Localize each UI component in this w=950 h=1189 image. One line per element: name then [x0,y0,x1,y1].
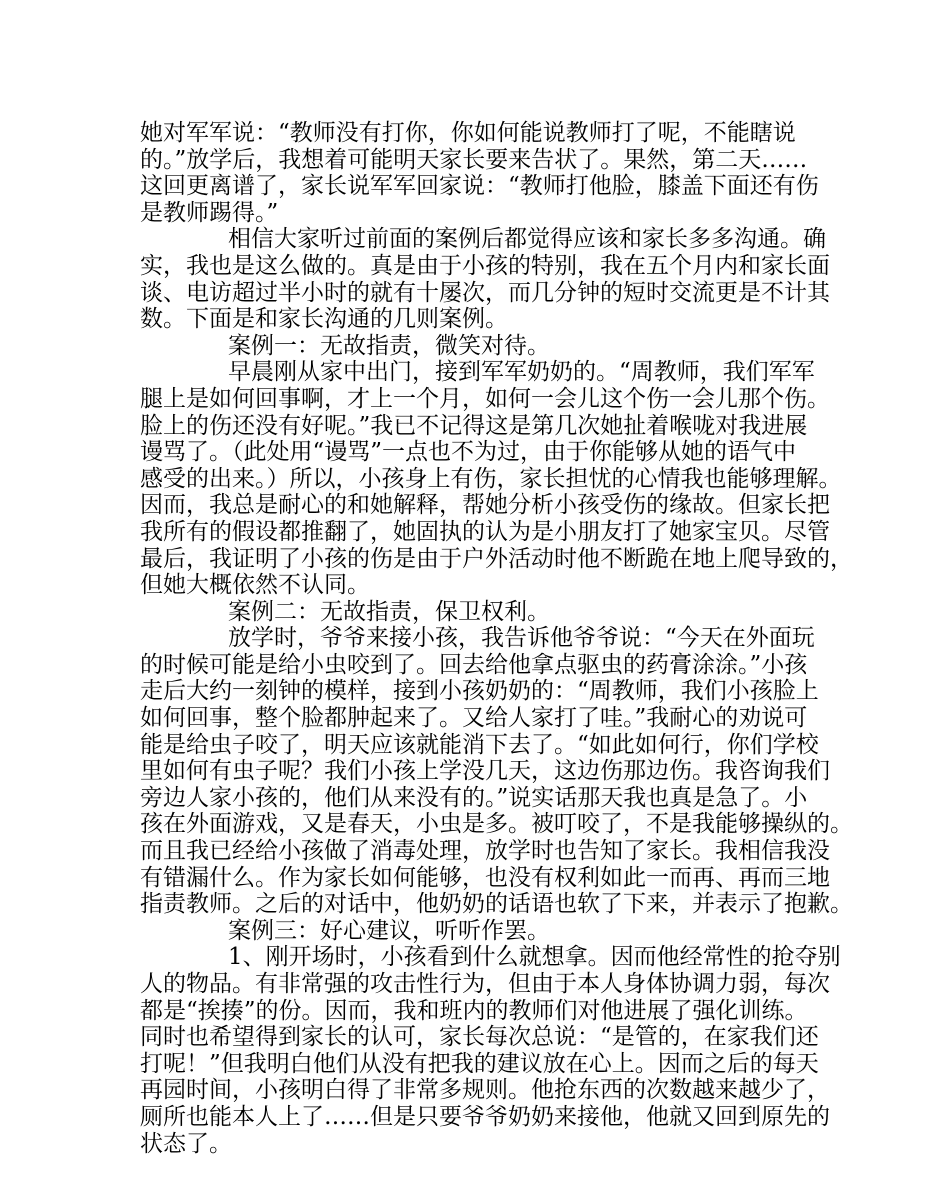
text-line: 孩在外面游戏，又是春天，小虫是多。被叮咬了，不是我能够操纵的。 [140,811,853,838]
text-line: 打呢！”但我明白他们从没有把我的建议放在心上。因而之后的每天 [140,1050,819,1077]
text-line: 早晨刚从家中出门，接到军军奶奶的。“周教师，我们军军 [228,359,815,386]
text-line: 1、刚开场时，小孩看到什么就想拿。因而他经常性的抢夺别 [228,944,841,971]
text-line: 数。下面是和家长沟通的几则案例。 [140,306,508,333]
text-line: 她对军军说：“教师没有打你，你如何能说教师打了呢，不能瞎说 [140,120,796,146]
text-line: 因而，我总是耐心的和她解释，帮她分析小孩受伤的缘故。但家长把 [140,492,830,519]
text-line: 相信大家听过前面的案例后都觉得应该和家长多多沟通。确 [228,226,826,253]
text-line: 有错漏什么。作为家长如何能够，也没有权利如此一而再、再而三地 [140,864,830,891]
text-line: 走后大约一刻钟的模样，接到小孩奶奶的：“周教师，我们小孩脸上 [140,678,819,705]
text-line: 同时也希望得到家长的认可，家长每次总说：“是管的，在家我们还 [140,1024,819,1051]
text-line: 我所有的假设都推翻了，她固执的认为是小朋友打了她家宝贝。尽管 [140,518,830,545]
text-line: 而且我已经给小孩做了消毒处理，放学时也告知了家长。我相信我没 [140,838,830,865]
text-line: 旁边人家小孩的，他们从来没有的。”说实话那天我也真是急了。小 [140,784,808,811]
text-line: 感受的出来。）所以，小孩身上有伤，家长担忧的心情我也能够理解。 [140,465,842,492]
text-line: 指责教师。之后的对话中，他奶奶的话语也软了下来，并表示了抱歉。 [140,891,853,918]
text-line: 如何回事，整个脸都肿起来了。又给人家打了哇。”我耐心的劝说可 [140,705,808,732]
section-heading: 案例一：无故指责，微笑对待。 [228,332,550,359]
text-line: 再园时间，小孩明白得了非常多规则。他抢东西的次数越来越少了， [140,1077,830,1104]
text-line: 的。”放学后，我想着可能明天家长要来告状了。果然，第二天…… [140,146,808,173]
text-line: 这回更离谱了，家长说军军回家说：“教师打他脸，膝盖下面还有伤 [140,173,819,200]
section-heading: 案例三：好心建议，听听作罢。 [228,917,550,944]
text-line: 放学时，爷爷来接小孩，我告诉他爷爷说：“今天在外面玩 [228,625,815,652]
body-text [140,120,853,1157]
text-line: 的时候可能是给小虫咬到了。回去给他拿点驱虫的药膏涂涂。”小孩 [140,651,808,678]
text-line: 脸上的伤还没有好呢。”我已不记得这是第几次她扯着喉咙对我进展 [140,412,808,439]
text-line: 都是“挨揍”的份。因而，我和班内的教师们对他进展了强化训练。 [140,997,808,1024]
section-heading: 案例二：无故指责，保卫权利。 [228,598,550,625]
text-line: 腿上是如何回事啊，才上一个月，如何一会儿这个伤一会儿那个伤。 [140,385,830,412]
text-line: 能是给虫子咬了，明天应该就能消下去了。“如此如何行，你们学校 [140,731,819,758]
text-line: 是教师踢得。” [140,199,279,226]
text-line: 状态了。 [140,1130,232,1157]
text-line: 谈、电访超过半小时的就有十屡次，而几分钟的短时交流更是不计其 [140,279,830,306]
text-line: 厕所也能本人上了……但是只要爷爷奶奶来接他，他就又回到原先的 [140,1103,830,1130]
text-line: 人的物品。有非常强的攻击性行为，但由于本人身体协调力弱，每次 [140,971,830,997]
text-line: 谩骂了。（此处用“谩骂”一点也不为过，由于你能够从她的语气中 [140,439,797,466]
text-line: 实，我也是这么做的。真是由于小孩的特别，我在五个月内和家长面 [140,252,830,279]
text-line: 但她大概依然不认同。 [140,572,370,599]
text-line: 最后，我证明了小孩的伤是由于户外活动时他不断跪在地上爬导致的， [140,545,853,572]
text-line: 里如何有虫子呢？我们小孩上学没几天，这边伤那边伤。我咨询我们 [140,758,830,785]
